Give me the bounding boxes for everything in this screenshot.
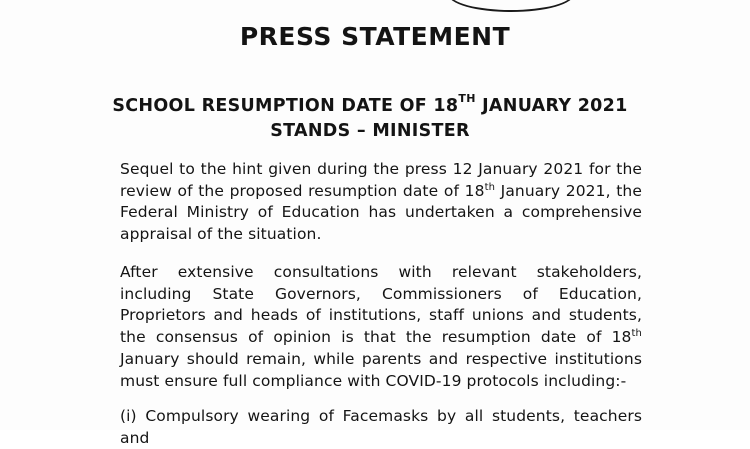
stamp-fragment <box>448 0 574 12</box>
paragraph-1-text-a: Sequel to the hint given during the press 12 January 2021 for the review of the proposed resumption date of 18 <box>120 160 642 200</box>
paragraph-1-text-b: January 2021, the Federal Ministry of Education has undertaken a comprehensive appraisal of the situation. <box>120 181 642 244</box>
title-line1-text: SCHOOL RESUMPTION DATE OF 18 <box>112 96 459 116</box>
page-heading: PRESS STATEMENT <box>239 22 511 51</box>
statement-title <box>80 94 660 144</box>
paragraph-2-text-a: After extensive consultations with relevant stakeholders, including State Governors, Commissioners of Education, Proprietors and heads of institutions, staff unions and students, the consensus of opinion is that the resumption date of 18 <box>120 263 642 347</box>
paragraph-1-superscript: th <box>484 181 496 193</box>
paragraph-1 <box>120 159 642 246</box>
paragraph-2 <box>120 262 642 392</box>
title-line2-text: STANDS – MINISTER <box>270 121 470 141</box>
title-line1-end: JANUARY 2021 <box>475 96 628 116</box>
paragraph-2-text-b: January should remain, while parents and respective institutions must ensure full compliance with COVID-19 protocols including:- <box>120 349 642 390</box>
title-superscript: TH <box>458 92 476 106</box>
list-item-1: (i) Compulsory wearing of Facemasks by all students, teachers and <box>120 407 642 447</box>
paragraph-2-superscript: th <box>631 327 642 339</box>
